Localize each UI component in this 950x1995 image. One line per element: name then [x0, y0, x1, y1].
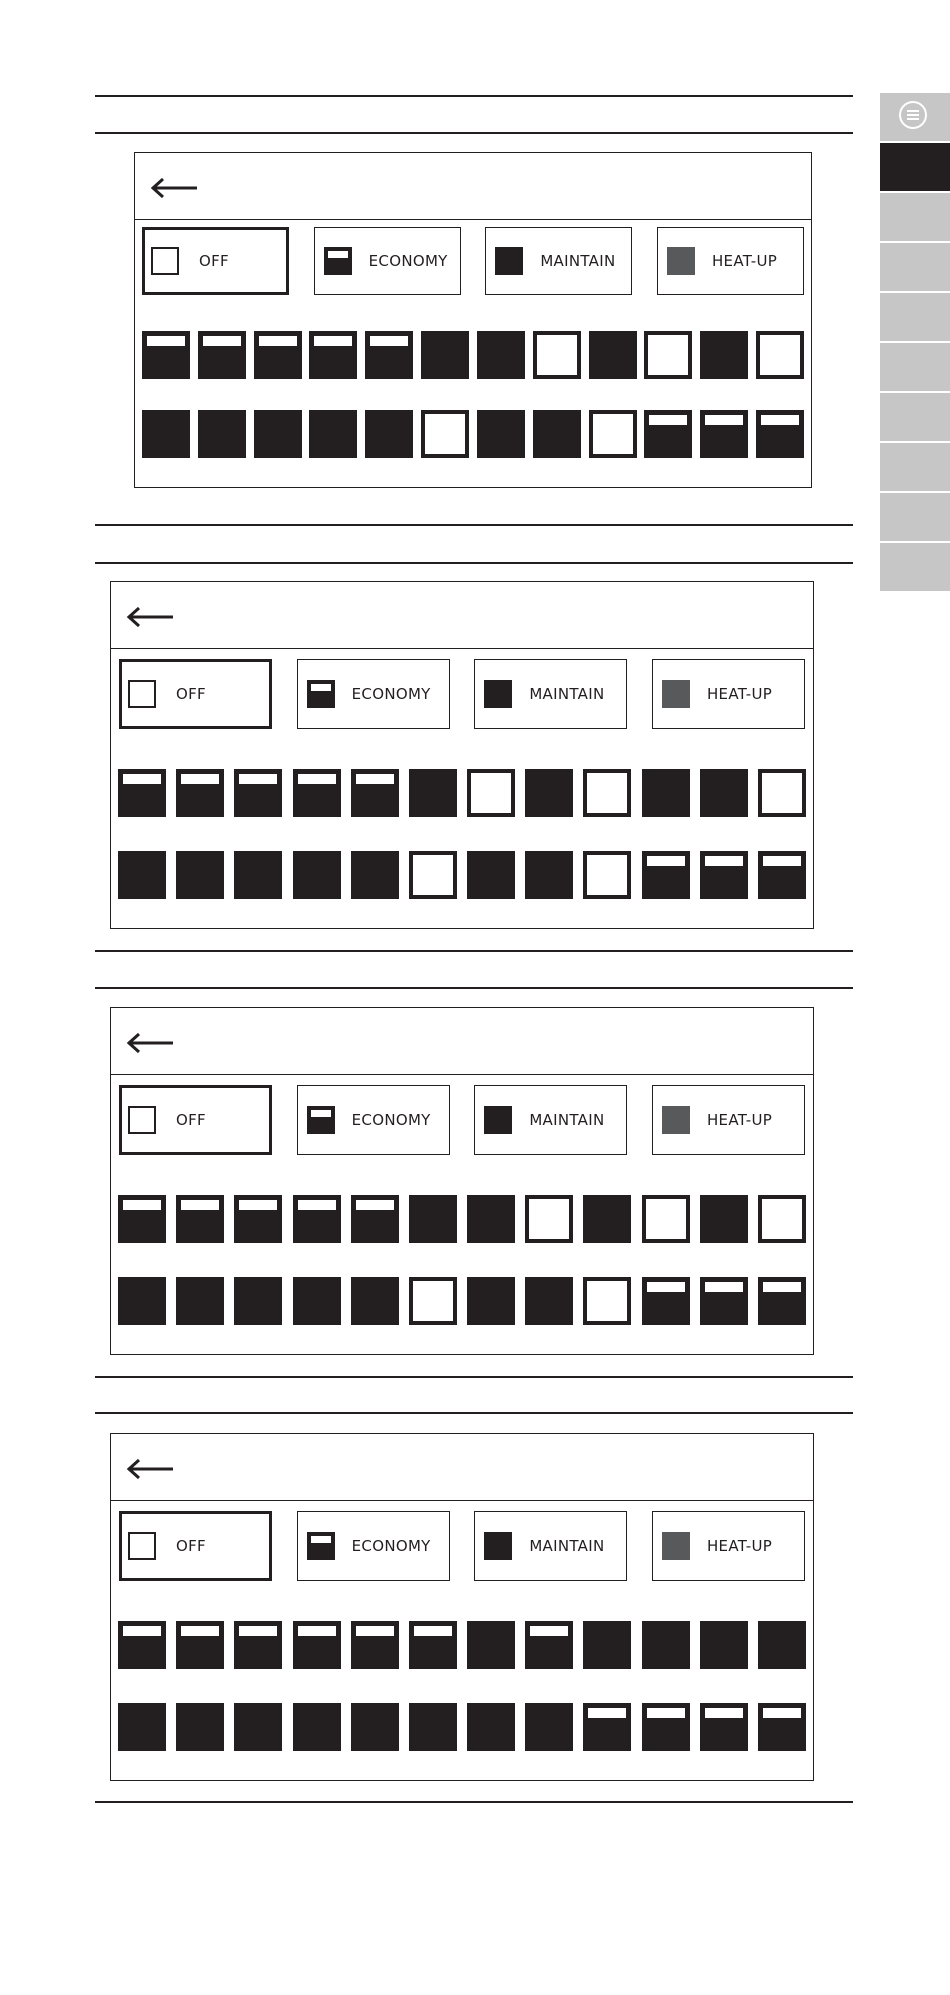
- time-slot-maintain[interactable]: [293, 851, 341, 899]
- mode-selector: [119, 1085, 805, 1155]
- mode-button-off[interactable]: [119, 1085, 272, 1155]
- mode-label: OFF: [176, 1111, 206, 1129]
- time-slot-maintain[interactable]: [351, 1703, 399, 1751]
- economy-swatch-icon: [307, 1532, 335, 1560]
- time-slot-off[interactable]: [533, 331, 581, 379]
- time-slot-off[interactable]: [589, 410, 637, 458]
- economy-swatch-icon: [307, 1106, 335, 1134]
- heatup-swatch-icon: [662, 1106, 690, 1134]
- mode-button-off[interactable]: [142, 227, 289, 295]
- time-slot-economy[interactable]: [756, 410, 804, 458]
- time-slot-maintain[interactable]: [409, 769, 457, 817]
- mode-label: ECONOMY: [351, 1537, 431, 1555]
- mode-label: OFF: [176, 1537, 206, 1555]
- divider-line: [95, 950, 853, 952]
- back-arrow-icon[interactable]: [125, 1028, 181, 1058]
- time-slot-economy[interactable]: [118, 1621, 166, 1669]
- time-slot-maintain[interactable]: [234, 1703, 282, 1751]
- time-slot-economy[interactable]: [700, 410, 748, 458]
- time-slot-maintain[interactable]: [642, 769, 690, 817]
- time-slot-economy[interactable]: [293, 1195, 341, 1243]
- panel-header: [111, 1434, 813, 1501]
- time-slot-maintain[interactable]: [351, 1277, 399, 1325]
- time-slot-maintain[interactable]: [467, 1195, 515, 1243]
- time-slot-economy[interactable]: [118, 769, 166, 817]
- heatup-swatch-icon: [662, 680, 690, 708]
- mode-button-maintain[interactable]: [474, 659, 627, 729]
- schedule-row-1: [118, 769, 806, 817]
- time-slot-economy[interactable]: [351, 1195, 399, 1243]
- time-slot-maintain[interactable]: [467, 851, 515, 899]
- time-slot-maintain[interactable]: [467, 1703, 515, 1751]
- time-slot-maintain[interactable]: [525, 1703, 573, 1751]
- schedule-row-2: [118, 851, 806, 899]
- side-tab-5[interactable]: [880, 343, 950, 391]
- time-slot-maintain[interactable]: [118, 1277, 166, 1325]
- time-slot-maintain[interactable]: [700, 769, 748, 817]
- mode-label: ECONOMY: [351, 685, 431, 703]
- time-slot-off[interactable]: [583, 851, 631, 899]
- time-slot-maintain[interactable]: [467, 1621, 515, 1669]
- off-swatch-icon: [128, 1106, 156, 1134]
- mode-label: HEAT-UP: [711, 252, 778, 270]
- time-slot-off[interactable]: [525, 1195, 573, 1243]
- time-slot-maintain[interactable]: [409, 1703, 457, 1751]
- time-slot-maintain[interactable]: [351, 851, 399, 899]
- divider-line: [95, 1412, 853, 1414]
- heating-schedule-panel: [134, 152, 812, 488]
- mode-label: MAINTAIN: [529, 1111, 605, 1129]
- time-slot-maintain[interactable]: [254, 410, 302, 458]
- side-tab-menu[interactable]: [880, 93, 950, 141]
- heating-schedule-panel: [110, 581, 814, 929]
- divider-line: [95, 1801, 853, 1803]
- side-tab-3[interactable]: [880, 243, 950, 291]
- time-slot-economy[interactable]: [234, 1621, 282, 1669]
- menu-circle-icon: [899, 101, 927, 129]
- time-slot-off[interactable]: [758, 1195, 806, 1243]
- mode-button-off[interactable]: [119, 659, 272, 729]
- time-slot-maintain[interactable]: [176, 1277, 224, 1325]
- time-slot-economy[interactable]: [700, 851, 748, 899]
- divider-line: [95, 562, 853, 564]
- heatup-swatch-icon: [662, 1532, 690, 1560]
- time-slot-economy[interactable]: [642, 851, 690, 899]
- time-slot-economy[interactable]: [642, 1703, 690, 1751]
- maintain-swatch-icon: [484, 680, 512, 708]
- time-slot-maintain[interactable]: [589, 331, 637, 379]
- mode-button-economy[interactable]: [297, 1085, 450, 1155]
- panel-header: [111, 1008, 813, 1075]
- mode-button-maintain[interactable]: [474, 1085, 627, 1155]
- mode-label: MAINTAIN: [540, 252, 616, 270]
- time-slot-maintain[interactable]: [700, 1195, 748, 1243]
- time-slot-off[interactable]: [467, 769, 515, 817]
- time-slot-maintain[interactable]: [525, 851, 573, 899]
- schedule-row-1: [118, 1195, 806, 1243]
- time-slot-off[interactable]: [758, 769, 806, 817]
- mode-button-heatup[interactable]: [657, 227, 804, 295]
- schedule-row-2: [142, 410, 804, 458]
- time-slot-economy[interactable]: [118, 1195, 166, 1243]
- mode-label: OFF: [199, 252, 229, 270]
- schedule-row-1: [118, 1621, 806, 1669]
- time-slot-off[interactable]: [583, 769, 631, 817]
- time-slot-economy[interactable]: [176, 769, 224, 817]
- maintain-swatch-icon: [495, 247, 523, 275]
- side-tab-4[interactable]: [880, 293, 950, 341]
- maintain-swatch-icon: [484, 1532, 512, 1560]
- time-slot-maintain[interactable]: [293, 1277, 341, 1325]
- heating-schedule-panel: [110, 1433, 814, 1781]
- time-slot-economy[interactable]: [365, 331, 413, 379]
- time-slot-maintain[interactable]: [309, 410, 357, 458]
- time-slot-off[interactable]: [642, 1195, 690, 1243]
- time-slot-maintain[interactable]: [176, 1703, 224, 1751]
- time-slot-economy[interactable]: [409, 1621, 457, 1669]
- time-slot-off[interactable]: [409, 851, 457, 899]
- divider-line: [95, 987, 853, 989]
- time-slot-maintain[interactable]: [118, 851, 166, 899]
- economy-swatch-icon: [324, 247, 352, 275]
- schedule-row-2: [118, 1703, 806, 1751]
- time-slot-maintain[interactable]: [234, 1277, 282, 1325]
- mode-button-economy[interactable]: [314, 227, 461, 295]
- mode-button-off[interactable]: [119, 1511, 272, 1581]
- divider-line: [95, 95, 853, 97]
- back-arrow-icon[interactable]: [125, 602, 181, 632]
- heatup-swatch-icon: [667, 247, 695, 275]
- side-tab-7[interactable]: [880, 443, 950, 491]
- time-slot-economy[interactable]: [309, 331, 357, 379]
- time-slot-maintain[interactable]: [198, 410, 246, 458]
- time-slot-maintain[interactable]: [421, 331, 469, 379]
- off-swatch-icon: [128, 1532, 156, 1560]
- mode-button-heatup[interactable]: [652, 1085, 805, 1155]
- time-slot-off[interactable]: [756, 331, 804, 379]
- time-slot-maintain[interactable]: [467, 1277, 515, 1325]
- time-slot-maintain[interactable]: [700, 331, 748, 379]
- side-tab-6[interactable]: [880, 393, 950, 441]
- time-slot-economy[interactable]: [254, 331, 302, 379]
- time-slot-off[interactable]: [421, 410, 469, 458]
- mode-selector: [142, 227, 804, 295]
- heating-schedule-panel: [110, 1007, 814, 1355]
- panel-header: [111, 582, 813, 649]
- side-tab-2[interactable]: [880, 193, 950, 241]
- back-arrow-icon[interactable]: [149, 173, 205, 203]
- time-slot-maintain[interactable]: [293, 1703, 341, 1751]
- maintain-swatch-icon: [484, 1106, 512, 1134]
- side-tab-9[interactable]: [880, 543, 950, 591]
- mode-button-economy[interactable]: [297, 1511, 450, 1581]
- mode-label: MAINTAIN: [529, 1537, 605, 1555]
- time-slot-maintain[interactable]: [118, 1703, 166, 1751]
- time-slot-maintain[interactable]: [583, 1195, 631, 1243]
- side-tab-1[interactable]: [880, 143, 950, 191]
- panel-header: [135, 153, 811, 220]
- time-slot-economy[interactable]: [758, 851, 806, 899]
- economy-swatch-icon: [307, 680, 335, 708]
- time-slot-maintain[interactable]: [758, 1621, 806, 1669]
- time-slot-economy[interactable]: [293, 1621, 341, 1669]
- time-slot-off[interactable]: [644, 331, 692, 379]
- time-slot-economy[interactable]: [234, 1195, 282, 1243]
- divider-line: [95, 132, 853, 134]
- time-slot-economy[interactable]: [142, 331, 190, 379]
- mode-label: OFF: [176, 685, 206, 703]
- time-slot-economy[interactable]: [525, 1621, 573, 1669]
- divider-line: [95, 1376, 853, 1378]
- off-swatch-icon: [151, 247, 179, 275]
- mode-label: HEAT-UP: [706, 1111, 773, 1129]
- time-slot-economy[interactable]: [642, 1277, 690, 1325]
- time-slot-economy[interactable]: [176, 1621, 224, 1669]
- mode-label: ECONOMY: [351, 1111, 431, 1129]
- time-slot-maintain[interactable]: [642, 1621, 690, 1669]
- side-tab-8[interactable]: [880, 493, 950, 541]
- time-slot-economy[interactable]: [234, 769, 282, 817]
- time-slot-economy[interactable]: [176, 1195, 224, 1243]
- mode-label: MAINTAIN: [529, 685, 605, 703]
- time-slot-maintain[interactable]: [583, 1621, 631, 1669]
- schedule-row-2: [118, 1277, 806, 1325]
- mode-label: HEAT-UP: [706, 1537, 773, 1555]
- time-slot-maintain[interactable]: [409, 1195, 457, 1243]
- time-slot-maintain[interactable]: [176, 851, 224, 899]
- time-slot-economy[interactable]: [758, 1703, 806, 1751]
- time-slot-maintain[interactable]: [533, 410, 581, 458]
- time-slot-maintain[interactable]: [234, 851, 282, 899]
- mode-selector: [119, 659, 805, 729]
- time-slot-economy[interactable]: [351, 769, 399, 817]
- time-slot-maintain[interactable]: [477, 331, 525, 379]
- mode-button-maintain[interactable]: [474, 1511, 627, 1581]
- time-slot-economy[interactable]: [644, 410, 692, 458]
- mode-selector: [119, 1511, 805, 1581]
- back-arrow-icon[interactable]: [125, 1454, 181, 1484]
- mode-button-heatup[interactable]: [652, 1511, 805, 1581]
- mode-button-economy[interactable]: [297, 659, 450, 729]
- time-slot-off[interactable]: [583, 1277, 631, 1325]
- off-swatch-icon: [128, 680, 156, 708]
- time-slot-economy[interactable]: [758, 1277, 806, 1325]
- time-slot-maintain[interactable]: [700, 1621, 748, 1669]
- time-slot-economy[interactable]: [583, 1703, 631, 1751]
- time-slot-economy[interactable]: [293, 769, 341, 817]
- side-tab-strip: [880, 93, 950, 593]
- time-slot-economy[interactable]: [198, 331, 246, 379]
- schedule-row-1: [142, 331, 804, 379]
- time-slot-maintain[interactable]: [525, 769, 573, 817]
- time-slot-economy[interactable]: [351, 1621, 399, 1669]
- time-slot-maintain[interactable]: [477, 410, 525, 458]
- time-slot-economy[interactable]: [700, 1277, 748, 1325]
- mode-label: ECONOMY: [368, 252, 448, 270]
- mode-label: HEAT-UP: [706, 685, 773, 703]
- time-slot-maintain[interactable]: [365, 410, 413, 458]
- time-slot-maintain[interactable]: [142, 410, 190, 458]
- divider-line: [95, 524, 853, 526]
- mode-button-maintain[interactable]: [485, 227, 632, 295]
- time-slot-maintain[interactable]: [525, 1277, 573, 1325]
- time-slot-economy[interactable]: [700, 1703, 748, 1751]
- time-slot-off[interactable]: [409, 1277, 457, 1325]
- mode-button-heatup[interactable]: [652, 659, 805, 729]
